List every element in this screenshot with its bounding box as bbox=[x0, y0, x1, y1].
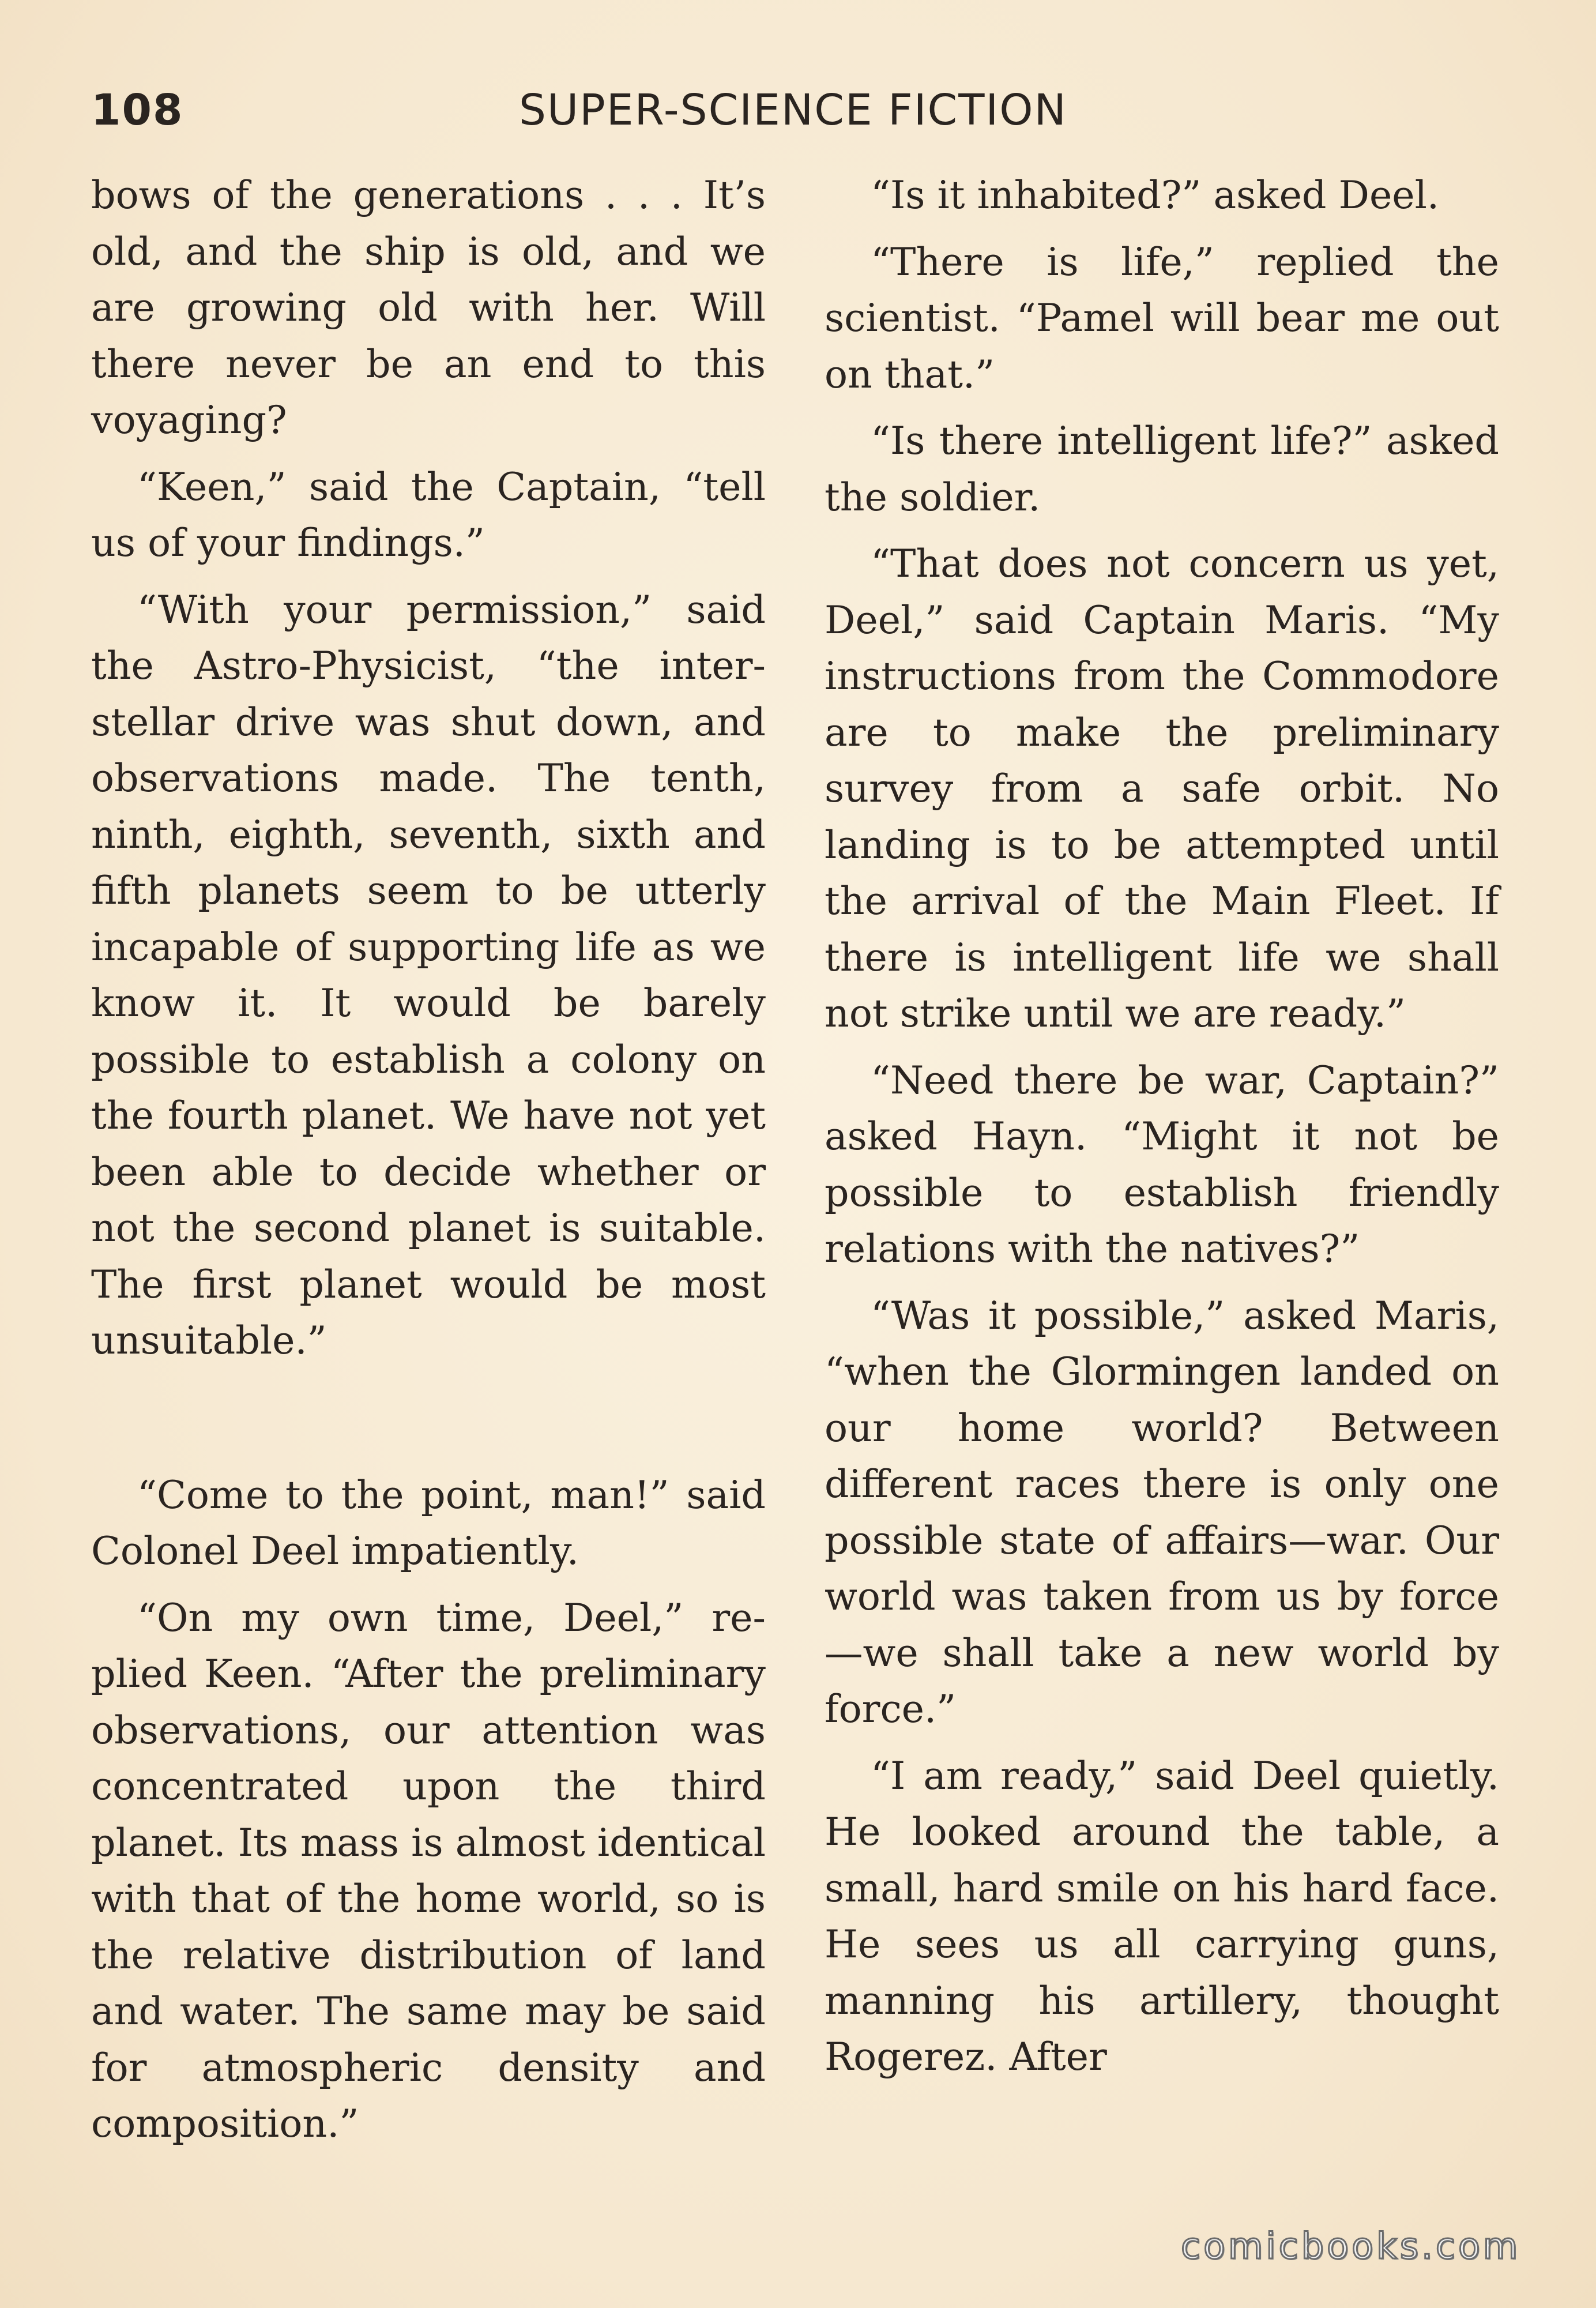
paragraph: “Is there intelligent life?” asked the soldier. bbox=[825, 418, 1499, 520]
paragraph: “Come to the point, man!” said Colonel Deel impatiently. bbox=[91, 1472, 766, 1573]
paragraph: “That does not concern us yet, Deel,” said Captain Maris. “My instructions from the Commodore are to make the preliminary survey from a safe orbit. No landing is to be attempted until the arrival of the Main Fleet. If there is intelligent life we shall not strike until we are ready.” bbox=[825, 541, 1499, 1036]
paragraph: “Is it inhabited?” asked Deel. bbox=[871, 172, 1440, 217]
paragraph: “I am ready,” said Deel quietly. He looked around the table, a small, hard smile on his hard face. He sees us all carrying guns, manning his artillery, thought Rogerez. After bbox=[825, 1753, 1499, 2079]
page-number: 108 bbox=[91, 85, 184, 135]
paragraph: “Need there be war, Captain?” asked Hayn. “Might it not be possible to establish friendly relations with the natives?” bbox=[825, 1057, 1499, 1271]
watermark-logo: comicbooks.com bbox=[1181, 2225, 1521, 2267]
right-column bbox=[825, 167, 1499, 2096]
running-head: SUPER-SCIENCE FICTION bbox=[519, 85, 1067, 135]
paragraph: “There is life,” replied the scientist. “Pamel will bear me out on that.” bbox=[825, 239, 1499, 397]
left-column bbox=[91, 167, 766, 2163]
paragraph: “Keen,” said the Captain, “tell us of your findings.” bbox=[91, 464, 766, 565]
paragraph: “On my own time, Deel,” replied Keen. “After the preliminary observations, our attention was concentrated upon the third planet. Its mass is almost identical with that of the home world, so is the relative distribution of land and water. The same may be said for atmospheric density and composition.” bbox=[91, 1595, 766, 2146]
paragraph: “With your permission,” said the Astro-Physicist, “the interstellar drive was shut down, and observations made. The tenth, ninth, eighth, seventh, sixth and fifth planets seem to be utterly incapable of supporting life as we know it. It would be barely possible to establish a colony on the fourth planet. We have not yet been able to decide whether or not the second planet is suitable. The first planet would be most unsuitable.” bbox=[91, 587, 766, 1363]
paragraph: “Was it possible,” asked Maris, “when the Glormingen landed on our home world? Between different races there is only one possible state of affairs—war. Our world was taken from us by force—we shall take a new world by force.” bbox=[825, 1292, 1499, 1731]
paragraph: bows of the generations . . . It’s old, and the ship is old, and we are growing old with her. Will there never be an end to this voyaging? bbox=[91, 172, 766, 442]
